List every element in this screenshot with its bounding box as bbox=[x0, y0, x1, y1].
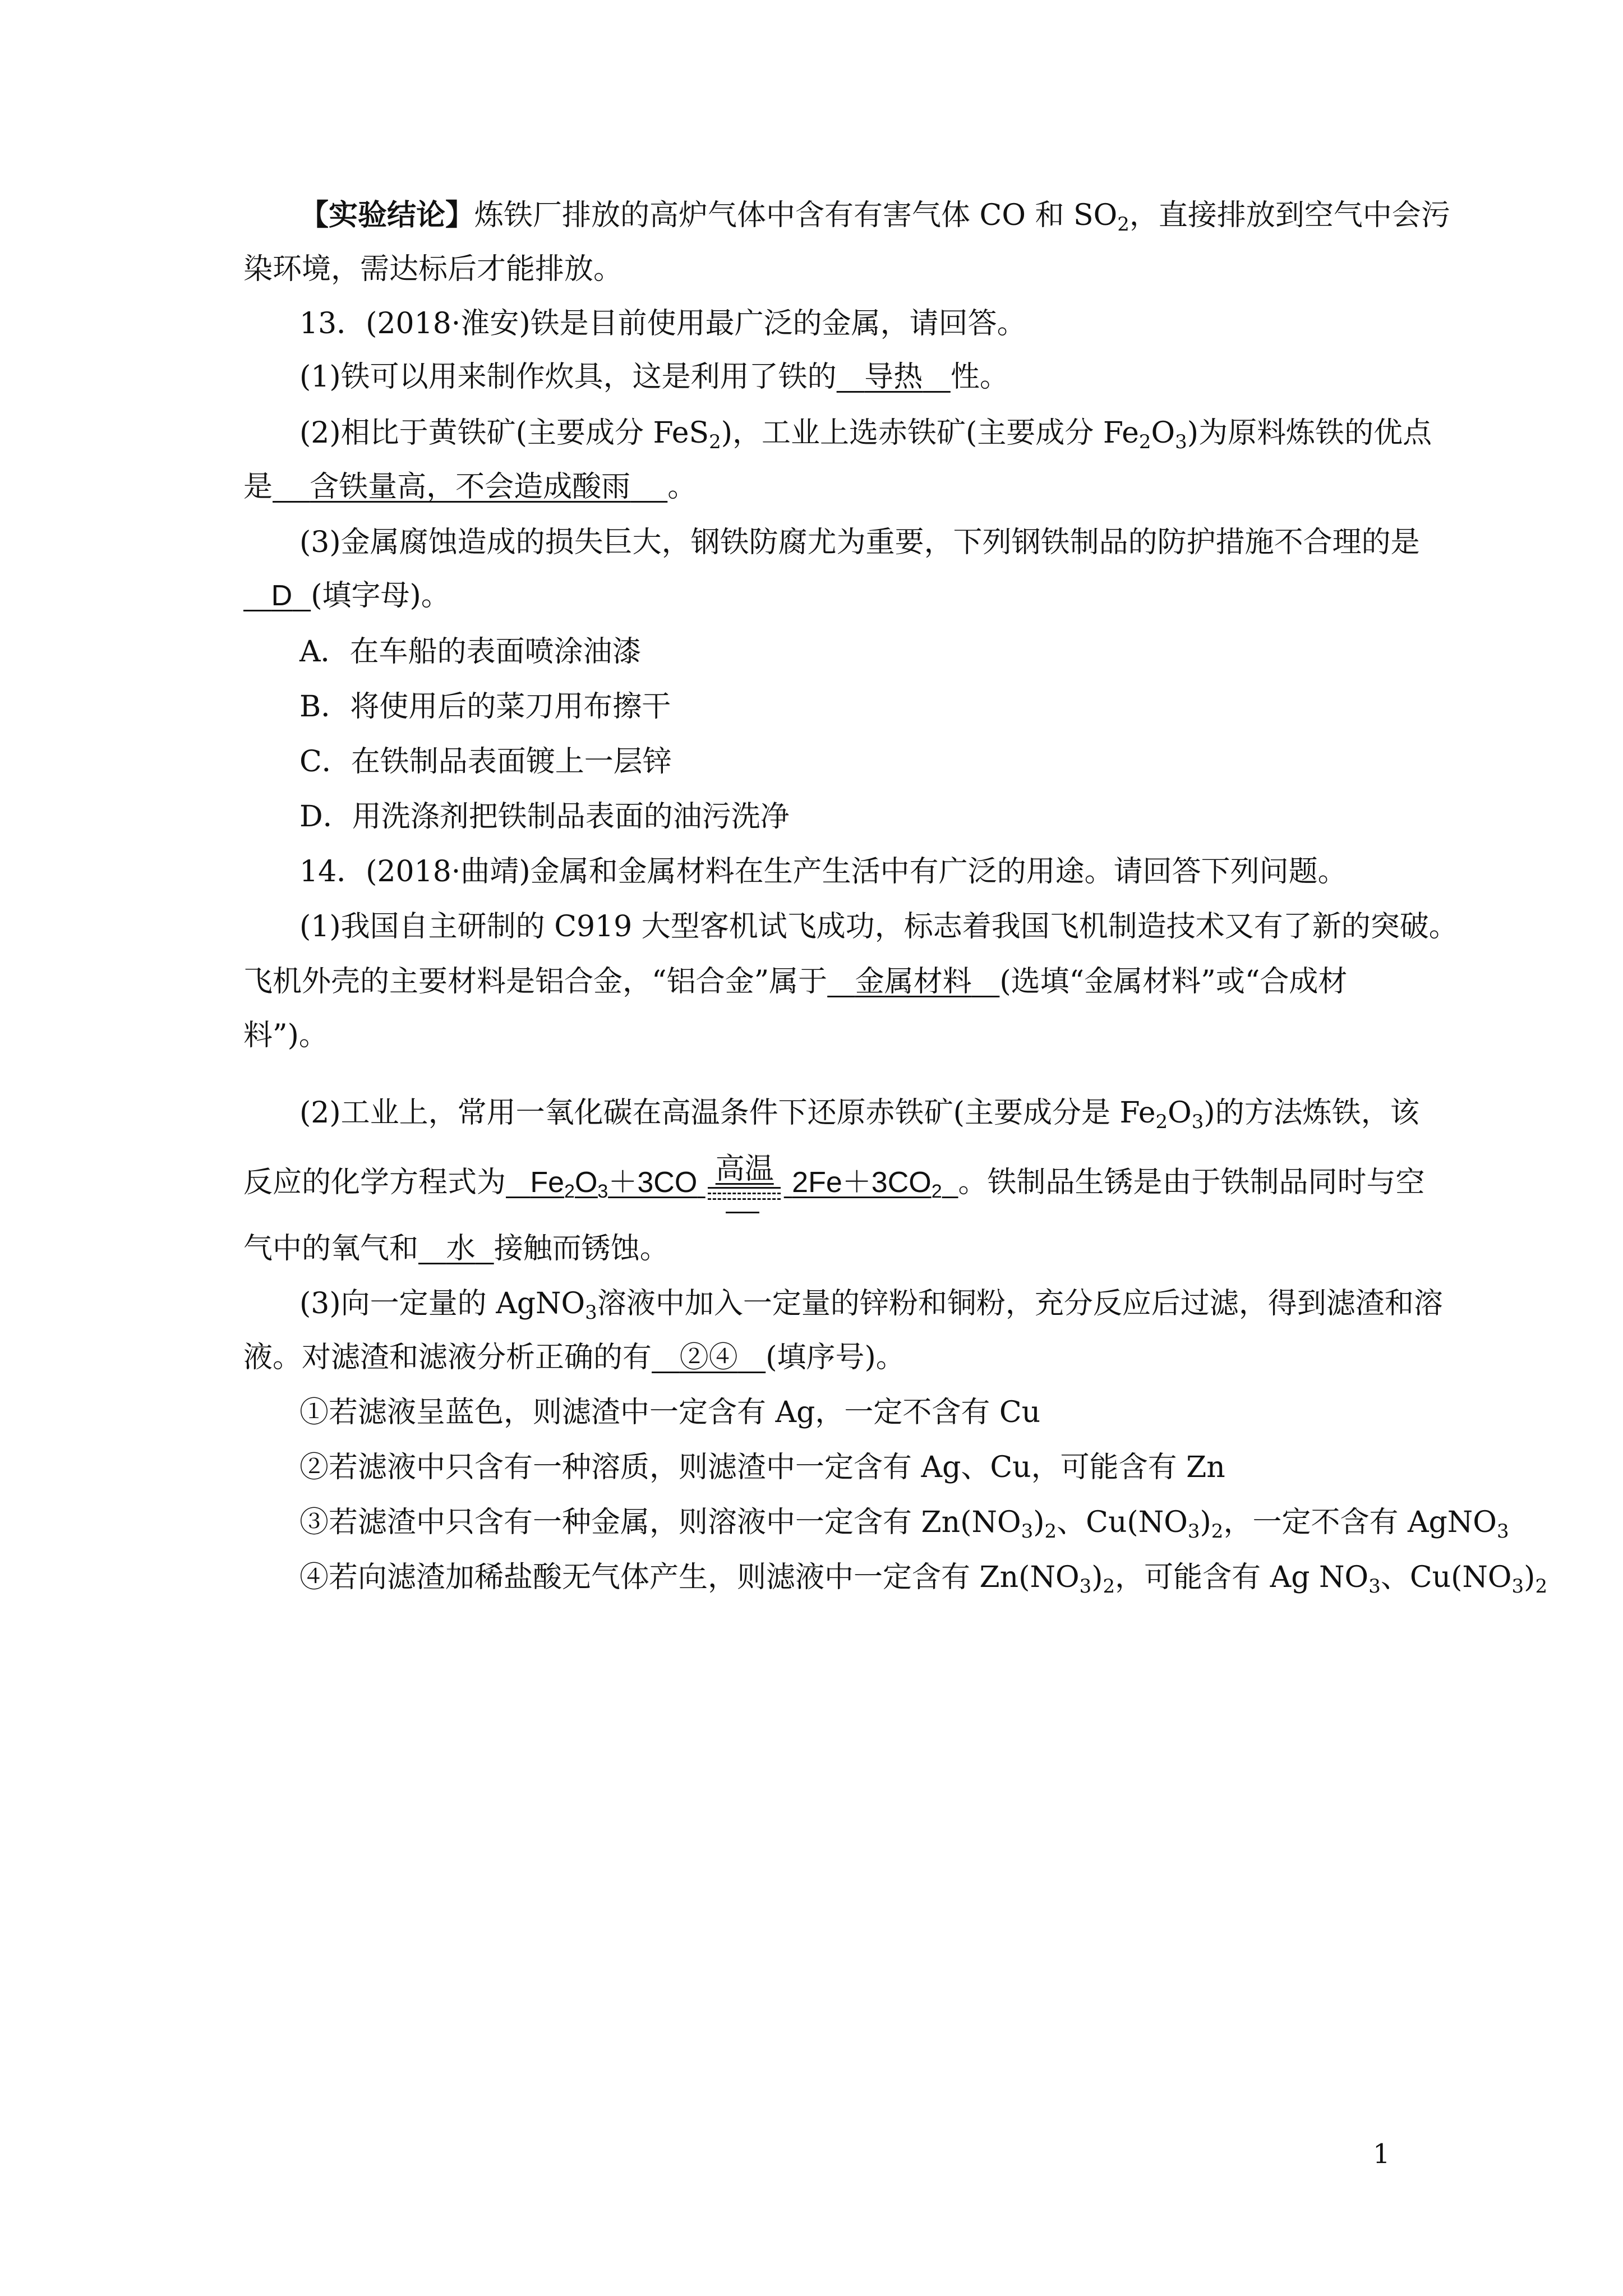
text: ) bbox=[1033, 1506, 1045, 1539]
eq-text: O bbox=[574, 1166, 598, 1199]
q13-option-d: D．用洗涤剂把铁制品表面的油污洗净 bbox=[299, 800, 790, 834]
text: ④若向滤渣加稀盐酸无气体产生，则滤液中一定含有 Zn(NO bbox=[299, 1561, 1080, 1594]
q13-part1 bbox=[299, 359, 1009, 395]
subscript: 2 bbox=[1138, 431, 1151, 453]
text: ，可能含有 Ag NO bbox=[1115, 1561, 1369, 1594]
eq-sign-line bbox=[708, 1187, 781, 1189]
answer-text: D bbox=[271, 579, 293, 612]
text: (1)铁可以用来制作炊具，这是利用了铁的 bbox=[299, 360, 837, 394]
eq-text: ＋3CO bbox=[608, 1166, 698, 1199]
q13-part2-answer bbox=[273, 470, 667, 504]
page-number: 1 bbox=[1373, 2138, 1390, 2170]
q14-part1-line2 bbox=[243, 964, 1347, 1000]
text: 是 bbox=[243, 470, 273, 504]
text: (2)工业上，常用一氧化碳在高温条件下还原赤铁矿(主要成分是 Fe bbox=[299, 1096, 1156, 1130]
subscript: 3 bbox=[585, 1301, 597, 1324]
eq-sign-line bbox=[708, 1198, 781, 1200]
text: 反应的化学方程式为 bbox=[243, 1166, 506, 1199]
text: 、Cu(NO bbox=[1380, 1561, 1512, 1594]
q14-part1-answer bbox=[827, 965, 999, 999]
q14-statement-2: ②若滤液中只含有一种溶质，则滤渣中一定含有 Ag、Cu，可能含有 Zn bbox=[299, 1451, 1225, 1484]
text: (2)相比于黄铁矿(主要成分 FeS bbox=[299, 416, 709, 450]
subscript: 2 bbox=[1103, 1575, 1115, 1598]
text: ) bbox=[1524, 1561, 1536, 1594]
subscript: 3 bbox=[597, 1181, 608, 1202]
conclusion-tag: 【实验结论】 bbox=[299, 198, 475, 232]
answer-text: 导热 bbox=[864, 360, 923, 394]
q14-statement-3 bbox=[299, 1504, 1509, 1543]
q13-part2-line2 bbox=[243, 469, 697, 505]
subscript: 2 bbox=[1211, 1520, 1224, 1543]
subscript: 2 bbox=[564, 1181, 575, 1202]
text: ，一定不含有 AgNO bbox=[1223, 1506, 1497, 1539]
text: (填字母)。 bbox=[311, 579, 450, 613]
q14-part2-answer bbox=[418, 1232, 494, 1266]
q14-part3-answer bbox=[652, 1341, 766, 1374]
text: 接触而锈蚀。 bbox=[494, 1232, 669, 1266]
subscript: 3 bbox=[1368, 1575, 1381, 1598]
text: )为原料炼铁的优点 bbox=[1187, 416, 1432, 450]
subscript: 3 bbox=[1021, 1520, 1034, 1543]
q13-option-c: C．在铁制品表面镀上一层锌 bbox=[299, 745, 672, 779]
subscript: 3 bbox=[1191, 1111, 1204, 1133]
subscript: 2 bbox=[709, 431, 721, 453]
q14-part2-line1 bbox=[299, 1095, 1419, 1131]
subscript: 2 bbox=[1117, 213, 1129, 236]
q14-part3-line1 bbox=[299, 1286, 1443, 1322]
subscript: 2 bbox=[1155, 1111, 1168, 1133]
answer-text: 金属材料 bbox=[855, 965, 972, 999]
reaction-condition bbox=[706, 1152, 784, 1200]
text: (3)向一定量的 AgNO bbox=[299, 1287, 585, 1320]
q14-part3-line2 bbox=[243, 1340, 905, 1375]
subscript: 3 bbox=[1079, 1575, 1092, 1598]
q14-part2-line3 bbox=[243, 1231, 669, 1267]
text: (选填“金属材料”或“合成材 bbox=[999, 965, 1348, 999]
subscript: 3 bbox=[1187, 1520, 1200, 1543]
q14-part1-line1: (1)我国自主研制的 C919 大型客机试飞成功，标志着我国飞机制造技术又有了新的突破。 bbox=[299, 910, 1458, 944]
text: (填序号)。 bbox=[766, 1341, 905, 1374]
answer-text: 含铁量高，不会造成酸雨 bbox=[310, 470, 631, 504]
q14-equation-right bbox=[784, 1166, 958, 1202]
text: O bbox=[1151, 416, 1175, 450]
conclusion-line-2: 染环境，需达标后才能排放。 bbox=[243, 252, 623, 286]
q13-part3-answer bbox=[243, 579, 311, 613]
subscript: 3 bbox=[1175, 431, 1187, 453]
text: )，工业上选赤铁矿(主要成分 Fe bbox=[721, 416, 1139, 450]
subscript: 3 bbox=[1496, 1520, 1509, 1543]
q14-stem: 14．(2018·曲靖)金属和金属材料在生产生活中有广泛的用途。请回答下列问题。 bbox=[299, 855, 1347, 889]
text: 、Cu(NO bbox=[1057, 1506, 1188, 1539]
q14-equation bbox=[506, 1166, 706, 1202]
text: 炼铁厂排放的高炉气体中含有有害气体 CO 和 SO bbox=[474, 199, 1118, 232]
text: )的方法炼铁，该 bbox=[1204, 1096, 1419, 1130]
eq-text: 2Fe＋3CO bbox=[792, 1166, 932, 1199]
text: 。 bbox=[667, 470, 697, 504]
q13-stem: 13．(2018·淮安)铁是目前使用最广泛的金属，请回答。 bbox=[299, 307, 1026, 341]
eq-sign-line bbox=[726, 1212, 759, 1213]
q13-option-b: B．将使用后的菜刀用布擦干 bbox=[299, 690, 671, 724]
q14-statement-4 bbox=[299, 1559, 1548, 1598]
answer-text: ②④ bbox=[679, 1341, 738, 1374]
text: 液。对滤渣和滤液分析正确的有 bbox=[243, 1341, 652, 1374]
condition-text: 高温 bbox=[715, 1152, 774, 1186]
text: ) bbox=[1200, 1506, 1211, 1539]
text: 性。 bbox=[950, 360, 1009, 394]
subscript: 2 bbox=[1535, 1575, 1548, 1598]
text: 飞机外壳的主要材料是铝合金，“铝合金”属于 bbox=[243, 965, 828, 999]
q13-option-a: A．在车船的表面喷涂油漆 bbox=[299, 635, 642, 669]
text: 气中的氧气和 bbox=[243, 1232, 419, 1266]
text: 溶液中加入一定量的锌粉和铜粉，充分反应后过滤，得到滤渣和溶 bbox=[597, 1287, 1443, 1320]
eq-text: Fe bbox=[530, 1166, 565, 1199]
q13-part3-line2 bbox=[243, 578, 450, 614]
text: ) bbox=[1091, 1561, 1103, 1594]
answer-text: 水 bbox=[446, 1232, 476, 1266]
subscript: 2 bbox=[931, 1181, 942, 1202]
q14-part1-line3: 料”)。 bbox=[243, 1019, 328, 1052]
text: 。铁制品生锈是由于铁制品同时与空 bbox=[958, 1166, 1425, 1199]
q13-part3-line1: (3)金属腐蚀造成的损失巨大，钢铁防腐尤为重要，下列钢铁制品的防护措施不合理的是 bbox=[299, 526, 1420, 559]
subscript: 3 bbox=[1511, 1575, 1524, 1598]
text: ，直接排放到空气中会污 bbox=[1129, 199, 1450, 232]
text: ③若滤渣中只含有一种金属，则溶液中一定含有 Zn(NO bbox=[299, 1506, 1021, 1539]
q13-part2-line1 bbox=[299, 415, 1432, 451]
conclusion-line-1 bbox=[299, 197, 1450, 236]
q14-statement-1: ①若滤液呈蓝色，则滤渣中一定含有 Ag，一定不含有 Cu bbox=[299, 1396, 1041, 1429]
q13-part1-answer bbox=[837, 360, 951, 394]
text: O bbox=[1168, 1096, 1192, 1130]
subscript: 2 bbox=[1044, 1520, 1057, 1543]
eq-sign-line bbox=[708, 1193, 781, 1194]
q14-part2-line2 bbox=[243, 1152, 1425, 1202]
